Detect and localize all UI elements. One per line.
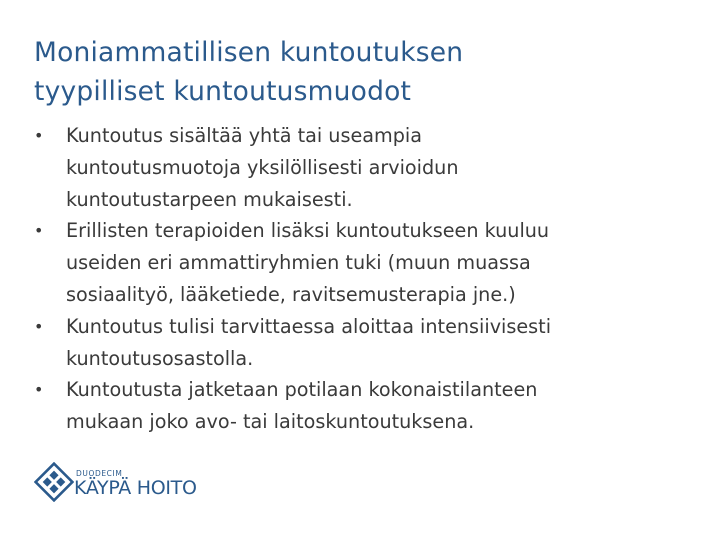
slide-title-line-2: tyypilliset kuntoutusmuodot	[34, 76, 412, 107]
bullet-marker: •	[34, 380, 44, 400]
kaypa-hoito-logo	[34, 462, 197, 512]
diamond-grid-logo-icon	[34, 462, 74, 502]
bullet-item	[34, 120, 706, 215]
bullet-marker: •	[34, 221, 44, 241]
slide-title	[34, 33, 694, 111]
logo-big-text: KÄYPÄ HOITO	[74, 477, 197, 499]
bullet-line: kuntoutustarpeen mukaisesti.	[66, 187, 353, 211]
bullet-line: sosiaalityö, lääketiede, ravitsemusterapia jne.)	[66, 282, 516, 306]
bullet-item	[34, 374, 706, 438]
bullet-line: kuntoutusosastolla.	[66, 346, 254, 370]
logo-small-text: DUODECIM	[76, 469, 123, 478]
bullet-line: Erillisten terapioiden lisäksi kuntoutukseen kuuluu	[66, 219, 550, 243]
bullet-line: Kuntoutusta jatketaan potilaan kokonaistilanteen	[66, 378, 538, 402]
bullet-marker: •	[34, 316, 44, 336]
bullet-marker: •	[34, 126, 44, 145]
slide-title-line-1: Moniammatillisen kuntoutuksen	[34, 37, 464, 68]
bullet-line: Kuntoutus sisältää yhtä tai useampia	[66, 124, 422, 147]
bullet-line: Kuntoutus tulisi tarvittaessa aloittaa intensiivisesti	[66, 314, 552, 338]
bullet-line: useiden eri ammattiryhmien tuki (muun muassa	[66, 251, 531, 275]
bullet-item	[34, 215, 706, 310]
bullet-line: mukaan joko avo- tai laitoskuntoutuksena.	[66, 410, 475, 434]
bullet-list	[34, 120, 706, 438]
bullet-line: kuntoutusmuotoja yksilöllisesti arvioidun	[66, 155, 459, 179]
bullet-item	[34, 311, 706, 375]
